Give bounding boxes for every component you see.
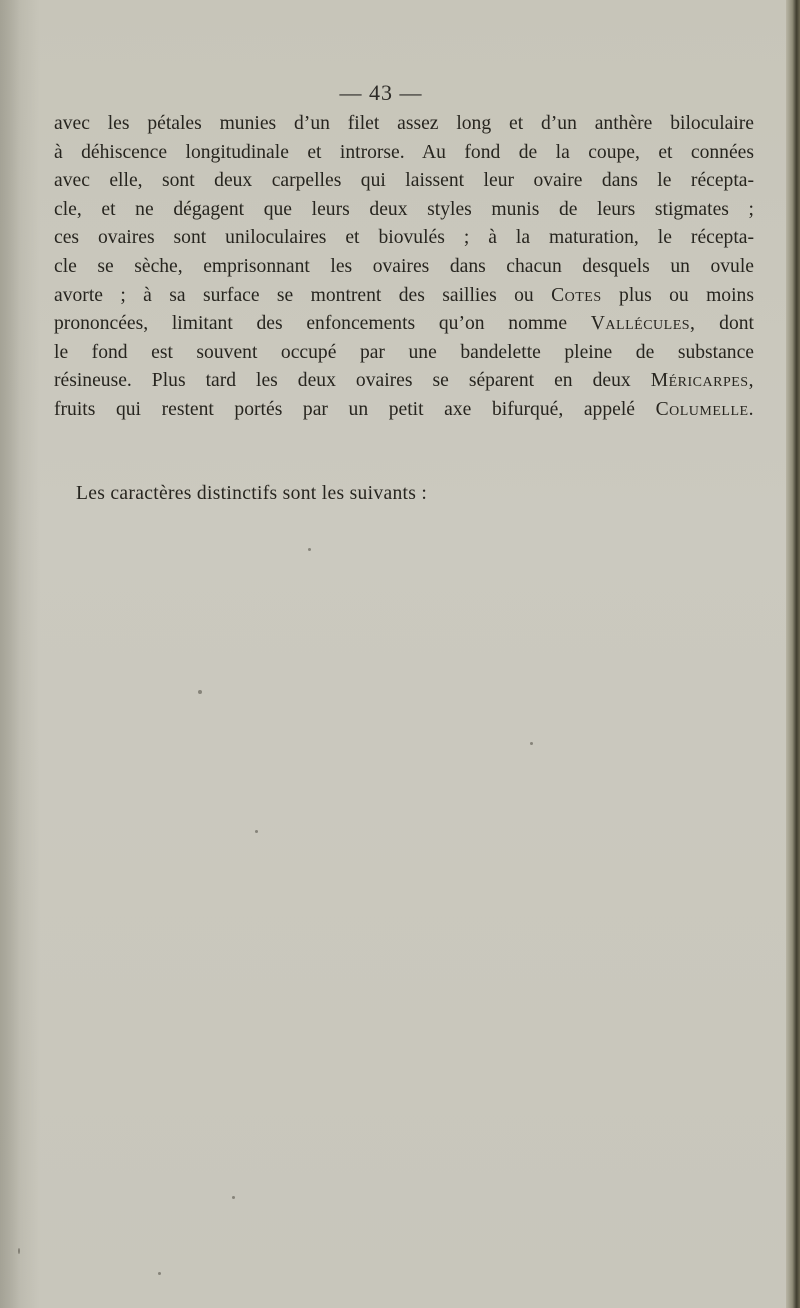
text-line: le fond est souvent occupé par une bandelette pleine de substance bbox=[54, 341, 754, 363]
text-line: cle se sèche, emprisonnant les ovaires dans chacun desquels un ovule bbox=[54, 255, 754, 277]
text-line: ces ovaires sont uniloculaires et biovulés ; à la maturation, le récepta- bbox=[54, 227, 754, 249]
term-vallecules: Vallécules, bbox=[590, 313, 696, 335]
text-segment: résineuse. Plus tard les deux ovaires se séparent en deux bbox=[54, 370, 631, 392]
paper-speck bbox=[530, 742, 533, 745]
text-segment: plus ou moins bbox=[619, 284, 754, 306]
text-line: à déhiscence longitudinale et introrse. Au fond de la coupe, et connées bbox=[54, 141, 754, 163]
paper-speck bbox=[255, 830, 258, 833]
body-paragraph bbox=[54, 110, 754, 425]
text-line bbox=[54, 367, 754, 396]
paper-speck bbox=[18, 1248, 20, 1254]
text-line: avec les pétales munies d’un filet assez long et d’un anthère biloculaire bbox=[54, 113, 754, 134]
intro-line: Les caractères distinctifs sont les suivants : bbox=[76, 483, 428, 504]
term-cotes: Cotes bbox=[551, 284, 602, 306]
text-segment: prononcées, limitant des enfoncements qu’on nomme bbox=[54, 313, 568, 335]
paper-speck bbox=[198, 690, 202, 694]
text-line: avec elle, sont deux carpelles qui laissent leur ovaire dans le récepta- bbox=[54, 170, 754, 192]
page-edge bbox=[786, 0, 800, 1308]
paper-speck bbox=[308, 548, 311, 551]
text-line bbox=[54, 282, 754, 311]
term-mericarpes: Méricarpes, bbox=[650, 370, 754, 392]
text-line bbox=[54, 310, 754, 339]
page-number: — 43 — bbox=[339, 80, 423, 105]
text-line bbox=[54, 396, 754, 425]
text-segment: avorte ; à sa surface se montrent des saillies ou bbox=[54, 284, 534, 306]
term-columelle: Columelle. bbox=[655, 398, 754, 420]
text-line: cle, et ne dégagent que leurs deux styles munis de leurs stigmates ; bbox=[54, 198, 754, 220]
page-gutter-shadow bbox=[0, 0, 20, 1308]
text-segment: dont bbox=[719, 313, 754, 335]
paper-speck bbox=[232, 1196, 235, 1199]
text-segment: fruits qui restent portés par un petit axe bifurqué, appelé bbox=[54, 398, 635, 420]
paper-speck bbox=[158, 1272, 161, 1275]
